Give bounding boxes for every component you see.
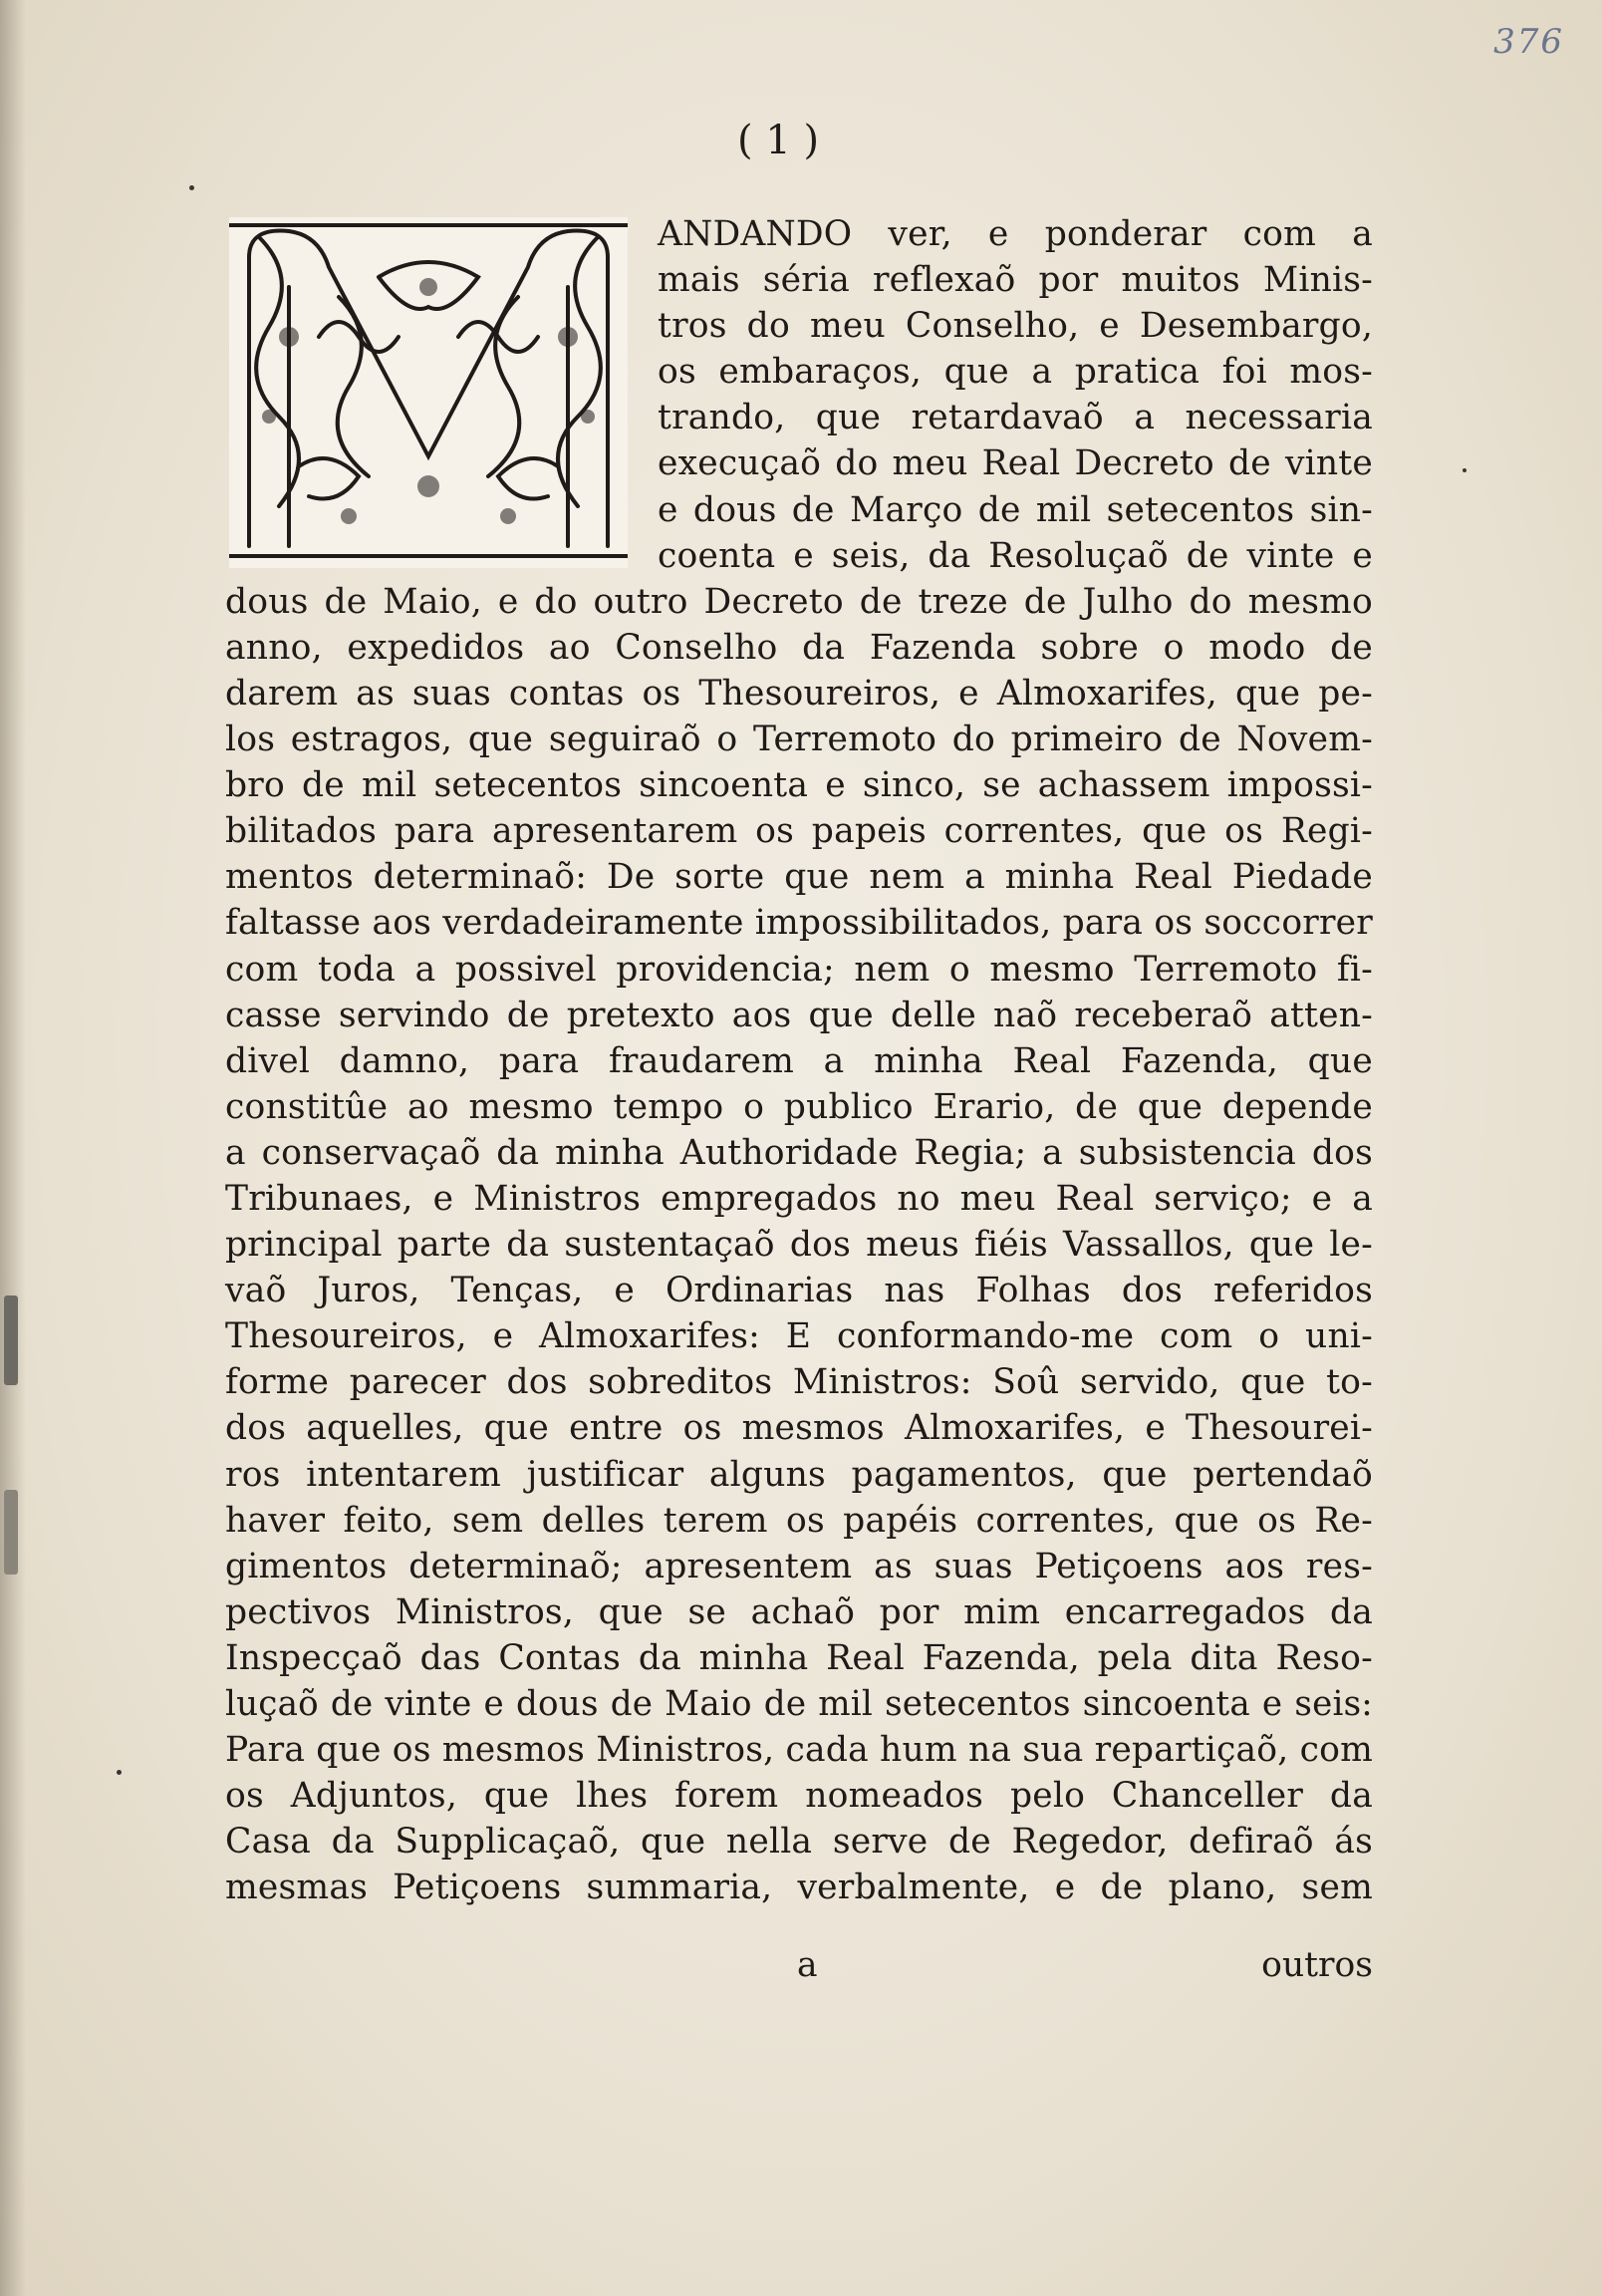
- text-line: mesmas Petiçoens summaria, verbalmente, e de plano, sem: [225, 1867, 1373, 1908]
- text-line: haver feito, sem delles terem os papéis correntes, que os Re-: [225, 1500, 1373, 1541]
- text-line: mais séria reflexaõ por muitos Minis-: [658, 260, 1373, 301]
- binding-edge-shadow: [0, 0, 26, 2296]
- signature-mark: a: [797, 1945, 818, 1985]
- text-line: a conservaçaõ da minha Authoridade Regia; a subsistencia dos: [225, 1132, 1373, 1173]
- text-line: anno, expedidos ao Conselho da Fazenda sobre o modo de: [225, 627, 1373, 668]
- text-line: dos aquelles, que entre os mesmos Almoxarifes, e Thesourei-: [225, 1408, 1373, 1449]
- text-line: principal parte da sustentaçaõ dos meus fiéis Vassallos, que le-: [225, 1225, 1373, 1266]
- text-line: pectivos Ministros, que se achaõ por mim encarregados da: [225, 1591, 1373, 1632]
- folio-number: 376: [1493, 22, 1564, 62]
- text-line: casse servindo de pretexto aos que delle naõ receberaõ atten-: [225, 995, 1373, 1035]
- text-line: bilitados para apresentarem os papeis correntes, que os Regi-: [225, 811, 1373, 852]
- text-line: constitûe ao mesmo tempo o publico Erario, de que depende: [225, 1086, 1373, 1127]
- text-line: ros intentarem justificar alguns pagamentos, que pertendaõ: [225, 1454, 1373, 1495]
- text-line: execuçaõ do meu Real Decreto de vinte: [658, 443, 1373, 484]
- text-line: trando, que retardavaõ a necessaria: [658, 398, 1373, 438]
- text-line: e dous de Março de mil setecentos sin-: [658, 489, 1373, 530]
- text-line: coenta e seis, da Resoluçaõ de vinte e: [658, 535, 1373, 576]
- text-line: Casa da Supplicaçaõ, que nella serve de Regedor, defiraõ ás: [225, 1822, 1373, 1863]
- text-line: vaõ Juros, Tenças, e Ordinarias nas Folhas dos referidos: [225, 1271, 1373, 1311]
- catchword: outros: [1261, 1945, 1373, 1985]
- text-line: com toda a possivel providencia; nem o mesmo Terremoto fi-: [225, 949, 1373, 990]
- ink-speck: [189, 185, 194, 190]
- text-line: dous de Maio, e do outro Decreto de treze de Julho do mesmo: [225, 581, 1373, 622]
- text-line: darem as suas contas os Thesoureiros, e Almoxarifes, que pe-: [225, 673, 1373, 714]
- text-line: Para que os mesmos Ministros, cada hum na sua repartiçaõ, com: [225, 1730, 1373, 1771]
- text-line: bro de mil setecentos sincoenta e sinco, se achassem impossi-: [225, 765, 1373, 806]
- ink-speck: [1463, 468, 1467, 472]
- ink-speck: [117, 1770, 122, 1775]
- text-line: ANDANDO ver, e ponderar com a: [658, 214, 1373, 254]
- text-line: Inspecçaõ das Contas da minha Real Fazenda, pela dita Reso-: [225, 1637, 1373, 1678]
- body-text: [225, 211, 1373, 1910]
- binding-tear-mark: [4, 1295, 18, 1385]
- text-line: luçaõ de vinte e dous de Maio de mil setecentos sincoenta e seis:: [225, 1684, 1373, 1724]
- text-line: os Adjuntos, que lhes forem nomeados pelo Chanceller da: [225, 1776, 1373, 1817]
- text-line: gimentos determinaõ; apresentem as suas Petiçoens aos res-: [225, 1546, 1373, 1586]
- text-line: faltasse aos verdadeiramente impossibilitados, para os soccorrer: [225, 903, 1373, 944]
- text-line: los estragos, que seguiraõ o Terremoto do primeiro de Novem-: [225, 719, 1373, 760]
- text-line: forme parecer dos sobreditos Ministros: Soû servido, que to-: [225, 1362, 1373, 1403]
- text-line: Thesoureiros, e Almoxarifes: E conformando-me com o uni-: [225, 1316, 1373, 1357]
- text-line: Tribunaes, e Ministros empregados no meu Real serviço; e a: [225, 1178, 1373, 1219]
- text-line: mentos determinaõ: De sorte que nem a minha Real Piedade: [225, 857, 1373, 898]
- page-number: ( 1 ): [737, 118, 820, 163]
- page-footer: [225, 1945, 1373, 1991]
- text-line: tros do meu Conselho, e Desembargo,: [658, 306, 1373, 347]
- text-line: divel damno, para fraudarem a minha Real Fazenda, que: [225, 1040, 1373, 1081]
- text-line: os embaraços, que a pratica foi mos-: [658, 352, 1373, 393]
- binding-tear-mark: [4, 1490, 18, 1575]
